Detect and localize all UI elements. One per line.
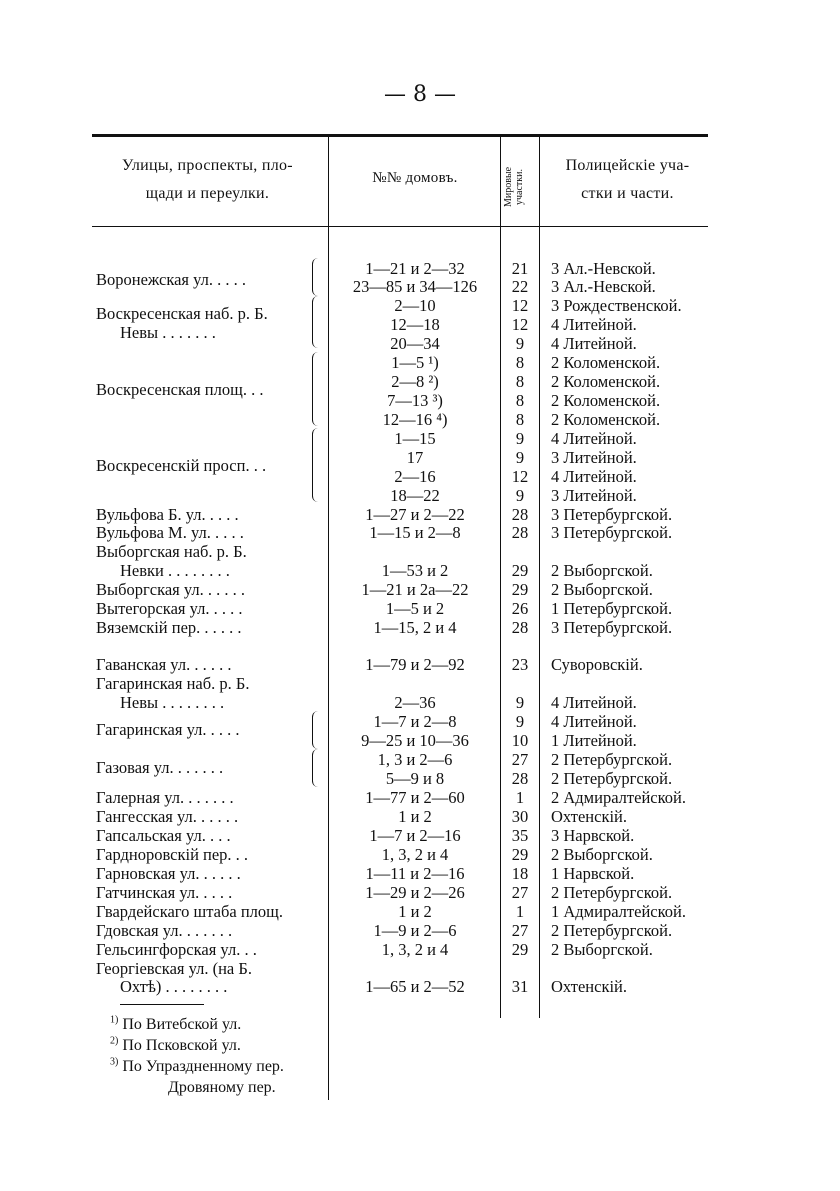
table-row: [0, 296, 840, 315]
cell-street: Невы . . . . . . . .: [120, 693, 225, 712]
cell-police: 2 Выборгской.: [551, 940, 653, 959]
table-row: [0, 429, 840, 448]
cell-uch: 12: [511, 315, 529, 334]
cell-police: 4 Литейной.: [551, 467, 637, 486]
cell-uch: 21: [511, 259, 529, 278]
cell-street: Гаванская ул. . . . . .: [96, 655, 232, 674]
footnote-3: [110, 1056, 335, 1077]
cell-street: Гагаринская наб. р. Б.: [96, 674, 250, 693]
cell-police: 2 Петербургской.: [551, 883, 673, 902]
cell-street: Вульфова Б. ул. . . . .: [96, 505, 239, 524]
street-gazovaya: Газовая ул. . . . . . .: [96, 758, 224, 777]
cell-police: 4 Литейной.: [551, 429, 637, 448]
table-row: [0, 693, 840, 712]
cell-police: 1 Адмиралтейской.: [551, 902, 686, 921]
cell-street: Охтѣ) . . . . . . . .: [120, 977, 228, 996]
cell-uch: 29: [511, 845, 529, 864]
cell-uch: 9: [515, 334, 525, 353]
cell-houses: 1—65 и 2—52: [365, 977, 465, 996]
table-row: [0, 486, 840, 505]
cell-police: 4 Литейной.: [551, 334, 637, 353]
cell-uch: 29: [511, 580, 529, 599]
cell-houses: 9—25 и 10—36: [361, 731, 469, 750]
cell-houses: 1—15: [394, 429, 436, 448]
footnote-1-text: По Витебской ул.: [122, 1016, 242, 1033]
cell-police: 3 Петербургской.: [551, 505, 673, 524]
cell-houses: 2—10: [394, 296, 436, 315]
cell-police: 1 Нарвской.: [551, 864, 635, 883]
cell-houses: 1—27 и 2—22: [365, 505, 465, 524]
cell-street: Гатчинская ул. . . . .: [96, 883, 233, 902]
footnote-2-mark: 2): [110, 1035, 119, 1047]
table-row: [0, 731, 840, 750]
cell-police: 3 Литейной.: [551, 448, 637, 467]
cell-uch: 29: [511, 561, 529, 580]
street-voskresenskaya-nab: Воскресенская наб. р. Б.: [96, 304, 268, 323]
cell-uch: 28: [511, 523, 529, 542]
cell-police: 4 Литейной.: [551, 693, 637, 712]
header-police: [545, 152, 710, 208]
table-row: [0, 750, 840, 769]
footnote-rule: [120, 1004, 204, 1005]
top-rule: [92, 134, 708, 137]
cell-street: Гангесская ул. . . . . .: [96, 807, 239, 826]
cell-houses: 1—5 ¹): [391, 353, 439, 372]
cell-houses: 1—9 и 2—6: [373, 921, 457, 940]
table-row: [0, 372, 840, 391]
cell-street: Выборгская ул. . . . . .: [96, 580, 246, 599]
cell-uch: 27: [511, 921, 529, 940]
table-row: [0, 902, 840, 921]
cell-uch: 9: [515, 448, 525, 467]
cell-street: Галерная ул. . . . . . .: [96, 788, 234, 807]
cell-police: 3 Ал.-Невской.: [551, 259, 656, 278]
cell-street: Выборгская наб. р. Б.: [96, 542, 247, 561]
cell-uch: 9: [515, 486, 525, 505]
table-row: [0, 959, 840, 978]
table-row: [0, 523, 840, 542]
street-voronezhskaya: Воронежская ул. . . . .: [96, 270, 247, 289]
table-row: [0, 467, 840, 486]
header-streets: [95, 152, 320, 208]
street-voskresensky-prosp: Воскресенскiй просп. . .: [96, 456, 267, 475]
table-row: [0, 826, 840, 845]
cell-police: 3 Петербургской.: [551, 523, 673, 542]
cell-police: 2 Петербургской.: [551, 750, 673, 769]
table-row: [0, 561, 840, 580]
table-row: [0, 277, 840, 296]
header-police-line-1: Полицейскiе уча-: [565, 157, 690, 174]
table-row: [0, 655, 840, 674]
table-row: [0, 259, 840, 278]
cell-street: Гарновская ул. . . . . .: [96, 864, 241, 883]
table-row: [0, 391, 840, 410]
cell-uch: 12: [511, 467, 529, 486]
cell-street: Вытегорская ул. . . . .: [96, 599, 243, 618]
cell-houses: 1—7 и 2—16: [369, 826, 461, 845]
table-row: [0, 353, 840, 372]
page-number: — 8 —: [384, 82, 456, 107]
footnote-3-continuation: Дровяному пер.: [168, 1079, 276, 1096]
header-mirovye-line-2: участки.: [514, 169, 525, 205]
footnote-1-mark: 1): [110, 1014, 119, 1026]
cell-police: 2 Выборгской.: [551, 845, 653, 864]
cell-street: Гельсингфорская ул. . .: [96, 940, 257, 959]
table-row: [0, 580, 840, 599]
cell-houses: 17: [406, 448, 424, 467]
cell-houses: 1—29 и 2—26: [365, 883, 465, 902]
header-streets-line-2: щади и переулки.: [145, 185, 270, 202]
cell-uch: 8: [515, 353, 525, 372]
cell-uch: 35: [511, 826, 529, 845]
cell-houses: 5—9 и 8: [385, 769, 445, 788]
cell-police: 1 Литейной.: [551, 731, 637, 750]
table-row: [0, 618, 840, 637]
header-police-line-2: стки и части.: [581, 185, 674, 202]
street-gagarinskaya: Гагаринская ул. . . . .: [96, 720, 240, 739]
cell-police: 3 Петербургской.: [551, 618, 673, 637]
table-row: [0, 864, 840, 883]
table-row: [0, 788, 840, 807]
cell-uch: 28: [511, 618, 529, 637]
table-row: [0, 674, 840, 693]
cell-police: 2 Коломенской.: [551, 353, 661, 372]
cell-police: 3 Нарвской.: [551, 826, 635, 845]
cell-police: 2 Коломенской.: [551, 410, 661, 429]
cell-street: Гапсальская ул. . . .: [96, 826, 231, 845]
cell-police: Охтенскiй.: [551, 977, 627, 996]
cell-street: Гардноровскiй пер. . .: [96, 845, 249, 864]
header-mirovye: [503, 150, 537, 224]
table-row: [0, 807, 840, 826]
cell-uch: 10: [511, 731, 529, 750]
cell-houses: 1—21 и 2—32: [365, 259, 465, 278]
table-row: [0, 712, 840, 731]
cell-houses: 7—13 ³): [387, 391, 443, 410]
table-row: [0, 410, 840, 429]
cell-police: 2 Адмиралтейской.: [551, 788, 686, 807]
cell-houses: 12—16 ⁴): [382, 410, 448, 429]
table-row: [0, 883, 840, 902]
cell-houses: 1—53 и 2: [381, 561, 449, 580]
cell-uch: 29: [511, 940, 529, 959]
cell-police: 3 Рождественской.: [551, 296, 682, 315]
cell-uch: 8: [515, 372, 525, 391]
cell-houses: 1—79 и 2—92: [365, 655, 465, 674]
table-row: [0, 542, 840, 561]
cell-police: 2 Выборгской.: [551, 561, 653, 580]
cell-uch: 8: [515, 391, 525, 410]
cell-houses: 23—85 и 34—126: [352, 277, 478, 296]
table-row: [0, 599, 840, 618]
cell-uch: 27: [511, 750, 529, 769]
header-streets-line-1: Улицы, проспекты, пло-: [122, 157, 293, 174]
cell-houses: 2—8 ²): [391, 372, 439, 391]
street-voskresenskaya-plosch: Воскресенская площ. . .: [96, 380, 264, 399]
cell-police: 2 Коломенской.: [551, 372, 661, 391]
cell-police: 3 Литейной.: [551, 486, 637, 505]
cell-uch: 23: [511, 655, 529, 674]
cell-street: Вульфова М. ул. . . . .: [96, 523, 244, 542]
cell-houses: 1—11 и 2—16: [365, 864, 465, 883]
cell-houses: 1, 3, 2 и 4: [381, 845, 449, 864]
cell-houses: 1—21 и 2а—22: [361, 580, 469, 599]
cell-uch: 1: [515, 902, 525, 921]
cell-houses: 1 и 2: [398, 902, 432, 921]
cell-uch: 30: [511, 807, 529, 826]
table-row: [0, 977, 840, 996]
cell-uch: 26: [511, 599, 529, 618]
cell-street: Георгiевская ул. (на Б.: [96, 959, 252, 978]
cell-police: 2 Выборгской.: [551, 580, 653, 599]
cell-police: 1 Петербургской.: [551, 599, 673, 618]
cell-police: 2 Петербургской.: [551, 921, 673, 940]
table-row: [0, 769, 840, 788]
footnote-1: [110, 1014, 335, 1035]
cell-police: 2 Петербургской.: [551, 769, 673, 788]
table-row: [0, 921, 840, 940]
table-row: [0, 845, 840, 864]
cell-uch: 9: [515, 429, 525, 448]
cell-uch: 31: [511, 977, 529, 996]
header-rule: [92, 226, 708, 227]
cell-police: 3 Ал.-Невской.: [551, 277, 656, 296]
cell-uch: 8: [515, 410, 525, 429]
cell-uch: 9: [515, 693, 525, 712]
cell-houses: 2—36: [394, 693, 436, 712]
cell-police: 4 Литейной.: [551, 712, 637, 731]
header-mirovye-line-1: Мировые: [503, 166, 514, 208]
header-houses: №№ домовъ.: [372, 170, 458, 186]
cell-houses: 1—77 и 2—60: [365, 788, 465, 807]
cell-houses: 1, 3, 2 и 4: [381, 940, 449, 959]
cell-street: Гвардейскаго штаба площ.: [96, 902, 283, 921]
table-row: [0, 334, 840, 353]
cell-houses: 1—7 и 2—8: [373, 712, 457, 731]
cell-houses: 1, 3 и 2—6: [377, 750, 453, 769]
cell-street: Вяземскiй пер. . . . . .: [96, 618, 242, 637]
street-voskresenskaya-nab-cont: Невы . . . . . . .: [120, 323, 216, 342]
cell-houses: 2—16: [394, 467, 436, 486]
footnote-2-text: По Псковской ул.: [122, 1037, 241, 1054]
table-row: [0, 505, 840, 524]
cell-police: Суворовскiй.: [551, 655, 643, 674]
cell-police: 4 Литейной.: [551, 315, 637, 334]
footnote-3-text: По Упраздненному пер.: [122, 1058, 284, 1075]
footnote-2: [110, 1035, 335, 1056]
cell-uch: 18: [511, 864, 529, 883]
cell-houses: 1 и 2: [398, 807, 432, 826]
footnote-3-mark: 3): [110, 1056, 119, 1068]
cell-houses: 20—34: [390, 334, 440, 353]
cell-houses: 1—15 и 2—8: [369, 523, 461, 542]
cell-houses: 18—22: [390, 486, 440, 505]
table-row: [0, 940, 840, 959]
table-row: [0, 315, 840, 334]
cell-uch: 22: [511, 277, 529, 296]
cell-uch: 9: [515, 712, 525, 731]
cell-uch: 28: [511, 505, 529, 524]
cell-street: Невки . . . . . . . .: [120, 561, 230, 580]
cell-houses: 1—15, 2 и 4: [373, 618, 457, 637]
cell-uch: 28: [511, 769, 529, 788]
cell-uch: 27: [511, 883, 529, 902]
cell-uch: 12: [511, 296, 529, 315]
cell-uch: 1: [515, 788, 525, 807]
cell-police: 2 Коломенской.: [551, 391, 661, 410]
cell-street: Гдовская ул. . . . . . .: [96, 921, 233, 940]
cell-police: Охтенскiй.: [551, 807, 627, 826]
cell-houses: 12—18: [390, 315, 440, 334]
table-row: [0, 448, 840, 467]
cell-houses: 1—5 и 2: [385, 599, 445, 618]
